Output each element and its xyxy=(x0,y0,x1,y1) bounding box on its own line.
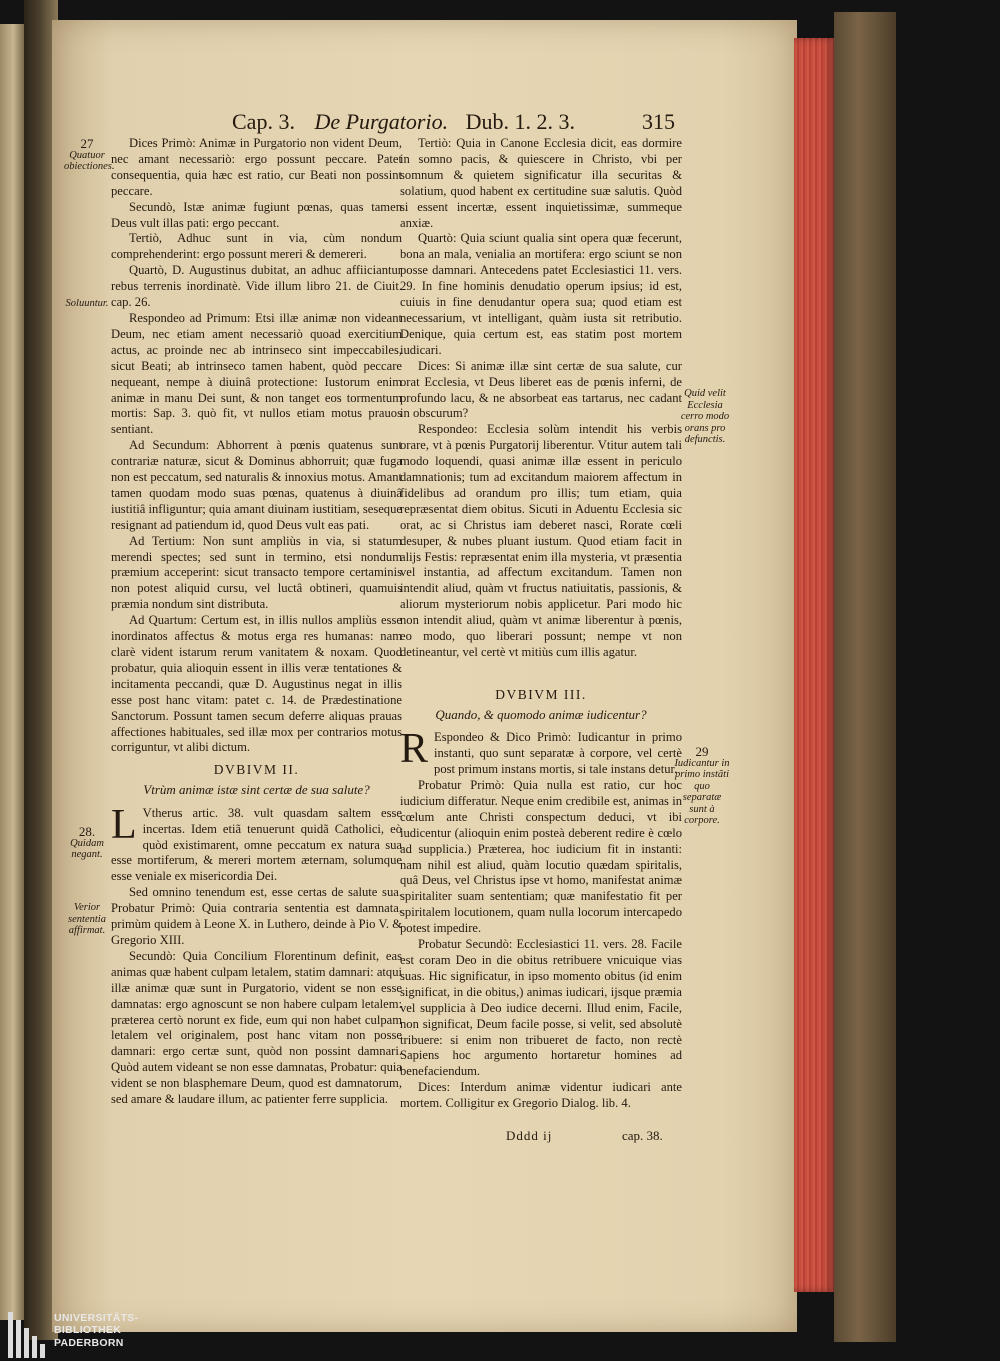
book-cover-board xyxy=(834,12,896,1342)
paragraph: Ad Secundum: Abhorrent à pœnis quatenus sunt contrariæ naturæ, sicut & Dominus abhorruit; quæ fuga non est peccatum, sed naturalis & innoxius motus. Amant tamen quodam modo suas pœnas, quatenus à diuinâ iustitiâ infliguntur; quia amant diuinam iustitiam, seseque resignant ad patiendum id, quod Deus vult eas pati. xyxy=(111,438,402,532)
margin-text: Quatuor obiectiones. xyxy=(64,149,115,172)
margin-note-29 xyxy=(674,746,730,827)
paragraph: Dices: Interdum animæ videntur iudicari ante mortem. Colligitur ex Gregorio Dialog. lib. 4. xyxy=(400,1080,682,1111)
paragraph: Respondeo: Ecclesia solùm intendit his verbis orare, vt à pœnis Purgatorij liberentur. Vtitur autem tali modo loquendi, quasi animæ illæ essent in periculo damnationis; tum ad excitandum maiorem affectum in fidelibus ad orandum pro illis; tum etiam, quia repræsentat diem obitus. Sicuti in Aduentu Ecclesia sic orat, ac si Christus iam deberet nasci, Rorate cœli desuper, & nubes pluant iustum. Quod etiam facit in alijs Festis: repræsentat enim illa mysteria, vt præsentia vel instantia, ad affectum excitandum. Tamen non intendit aliud, quàm vt fructus natiuitatis, passionis, & aliorum mysteriorum nobis applicetur. Pari modo hic non intendit aliud, quàm vt animæ liberentur à pœnis, eo modo, quo liberari possunt; nempe vt non detineantur, vel certè vt mitiùs cum illis agatur. xyxy=(400,422,682,659)
margin-number: 29 xyxy=(695,744,709,759)
paragraph: Respondeo ad Primum: Etsi illæ animæ non videant Deum, nec etiam ament necessariò quoad exercitium actus, ac proinde nec ab intrinseco sint impeccabiles, sicut Beati; ab intrinseco tamen habent, quòd peccare nequeant, nempe à diuinâ protectione: Iustorum enim animæ in manu Dei sunt, & non tanget eos tormentum mortis: Sap. 3. quò fit, vt nullos etiam motus prauos sentiant. xyxy=(111,310,402,437)
margin-text: Verior sententia affirmat. xyxy=(68,902,106,936)
paragraph: Dices Primò: Animæ in Purgatorio non vident Deum, nec amant necessariò: ergo possunt peccare. Patet consequentia, quia hæc est ratio, cur Beati non possint peccare. xyxy=(111,136,402,198)
page-number: 315 xyxy=(642,109,675,134)
header-dubium: Dub. 1. 2. 3. xyxy=(465,109,575,134)
paragraph-text: Vtherus artic. 38. vult quasdam saltem esse incertas. Idem etiã tenuerunt quidã Catholici, eò quòd existimarent, omne peccatum ex natura sua esse mortiferum, & mereri mortem æternam, solumque esse veniale ex misericordia Dei. xyxy=(111,805,402,884)
signature-mark: Dddd ij xyxy=(506,1128,553,1143)
paragraph: Probatur Primò: Quia nulla est ratio, cur hoc iudicium differatur. Neque enim credibile est, animas in cœlum ante Christi conspectum deduci, vt ibi iudicentur (alioquin enim posteà deberent redire è cœlo ad supplicia.) Præterea, hoc iudicium fit in instanti: nam nihil est aliud, quàm locutio quædam spiritalis, quâ Deus, vel Christus ipse vt homo, manifestat animæ spiritaliter suam sententiam; quæ manifestatio fit per spiritalem locutionem, quam nulla locorum intercapedo potest impedire. xyxy=(400,778,682,936)
paragraph: Ad Quartum: Certum est, in illis nullos ampliùs esse inordinatos affectus & motus erga res humanas: nam clarè vident istarum rerum vanitatem & noxam. Quod probatur, quia alioquin essent in illis veræ tentationes & incitamenta peccandi, quæ D. Augustinus negat in illis esse post hanc vitam: patet c. 14. de Prædestinatione Sanctorum. Possunt tamen secum deferre aliquas prauas affectiones habituales, sed illæ mox per contrarios motus corriguntur, vt alibi dictum. xyxy=(111,613,402,755)
header-chapter: Cap. 3. xyxy=(232,109,295,134)
right-column xyxy=(400,136,682,1112)
margin-note-soluuntur xyxy=(62,298,112,310)
margin-text: Iudicantur in primo instãti quo separatæ sunt à corpore. xyxy=(674,757,730,826)
drop-cap: L xyxy=(111,801,137,848)
paragraph: Probatur Secundò: Ecclesiastici 11. vers. 28. Facile est coram Deo in die obitus retribuere vnicuique vias suas. Hic significatur, in ipso momento obitus (id enim significat, in die obitus,) animas iudicari, ijsque præmia vel supplicia à Deo iudice decerni. Illud enim, Facile, non significat, Deum facile posse, si velit, sed absolutè tribuere: si enim non tribueret de facto, non rectè Sapiens hoc argumento hortaretur homines ad benefaciendum. xyxy=(400,937,682,1079)
running-header xyxy=(232,107,692,137)
paragraph: Quartò, D. Augustinus dubitat, an adhuc affiiciantur rebus terrenis inordinatè. Vide illum libro 21. de Ciuit. cap. 26. xyxy=(111,263,402,310)
margin-note-28 xyxy=(64,826,110,861)
paragraph: Secundò, Istæ animæ fugiunt pœnas, quas tamen Deus vult illas pati: ergo peccant. xyxy=(111,199,402,230)
paragraph: Ad Tertium: Non sunt ampliùs in via, si statum merendi spectes; sed sunt in termino, etsi nondum præmium acceperint: sicut transacto tempore certaminis non potest aliquid cursu, vel luctâ obtineri, quamuis præmia nondum sint distributa. xyxy=(111,533,402,612)
drop-cap: R xyxy=(400,726,429,773)
paragraph xyxy=(400,726,682,778)
logo-line: BIBLIOTHEK xyxy=(54,1324,122,1337)
paragraph: Tertiò: Quia in Canone Ecclesia dicit, eas dormire in somno pacis, & quiescere in Christo, vbi per somnum & quietem significatur illa securitas & solatium, quod habent ex certitudine suæ salutis. Quòd si essent incertæ, essent inquietissimæ, summeque anxiæ. xyxy=(400,136,682,230)
margin-note-verior xyxy=(62,902,112,937)
margin-number: 28. xyxy=(78,824,96,839)
library-logo-mark xyxy=(8,1312,46,1358)
paragraph: Dices: Si animæ illæ sint certæ de sua salute, cur orat Ecclesia, vt Deus liberet eas de pœnis inferni, de profundo lacu, & ne absorbeat eas tartarus, nec cadant in obscurum? xyxy=(400,358,682,421)
section-subheading: Quando, & quomodo animæ iudicentur? xyxy=(435,706,647,722)
left-page-edge xyxy=(0,24,24,1320)
margin-note-27 xyxy=(64,136,115,173)
margin-text: Quidam negant. xyxy=(70,837,104,860)
margin-text: Quid velit Ecclesia cerro modo orans pro defunctis. xyxy=(680,388,730,445)
margin-text: Soluuntur. xyxy=(65,298,109,309)
library-logo-text xyxy=(54,1312,138,1349)
logo-line: UNIVERSITÄTS- xyxy=(54,1312,139,1324)
paragraph-text: Espondeo & Dico Primò: Iudicantur in primo instanti, quo sunt separatæ à corpore, vel certè post primum instans mortis, si tale instans detur. xyxy=(434,730,682,777)
left-column xyxy=(111,136,402,1108)
section-heading: DVBIVM II. xyxy=(213,762,300,778)
paragraph: Tertiò, Adhuc sunt in via, cùm nondum comprehenderint: ergo possunt mereri & demereri. xyxy=(111,231,402,262)
paragraph: Secundò: Quia Concilium Florentinum definit, eas animas quæ habent culpam letalem, statim damnari: atqui illæ animæ quæ sunt in Purgatorio, vident se non esse damnatas: ergo agnoscunt se non habere culpam letalem: præterea certò norunt ex fide, eum qui non habet culpam letalem vel originalem, post hanc vitam non posse damnari: ergo certæ sunt, quòd non possint damnari. Quòd autem videant se non esse damnatas, Probatur: quia vident se non blasphemare Deum, quod est damnatorum, sed amare & laudare illum, ac patienter ferre supplicia. xyxy=(111,948,402,1107)
margin-note-quid-velit xyxy=(678,388,732,446)
paragraph: Sed omnino tenendum est, esse certas de salute sua. Probatur Primò: Quia contraria sententia est damnata, primùm quidem à Leone X. in Luthero, deinde à Pio V. & Gregorio XIII. xyxy=(111,885,402,947)
paragraph xyxy=(111,801,402,886)
logo-line: PADERBORN xyxy=(54,1336,124,1349)
catchword: cap. 38. xyxy=(622,1128,663,1143)
paragraph: Quartò: Quia sciunt qualia sint opera quæ fecerunt, bona an mala, venialia an mortifera: ergo sciunt se non posse damnari. Antecedens patet Ecclesiastici 11. vers. 29. In fine hominis denudatio operum ipsius; id est, cuiuis in fine denudantur opera sua; quod etiam est necessarium, vt intelligant, quàm iusta sit retributio. Denique, quia certum est, eas statim post mortem iudicari. xyxy=(400,231,682,357)
margin-number: 27 xyxy=(80,136,94,151)
section-subheading: Vtrùm animæ istæ sint certæ de sua salute? xyxy=(143,782,370,798)
red-page-edges xyxy=(794,38,834,1292)
library-logo xyxy=(0,1308,150,1361)
header-title: De Purgatorio. xyxy=(314,109,449,134)
section-heading: DVBIVM III. xyxy=(495,686,587,702)
